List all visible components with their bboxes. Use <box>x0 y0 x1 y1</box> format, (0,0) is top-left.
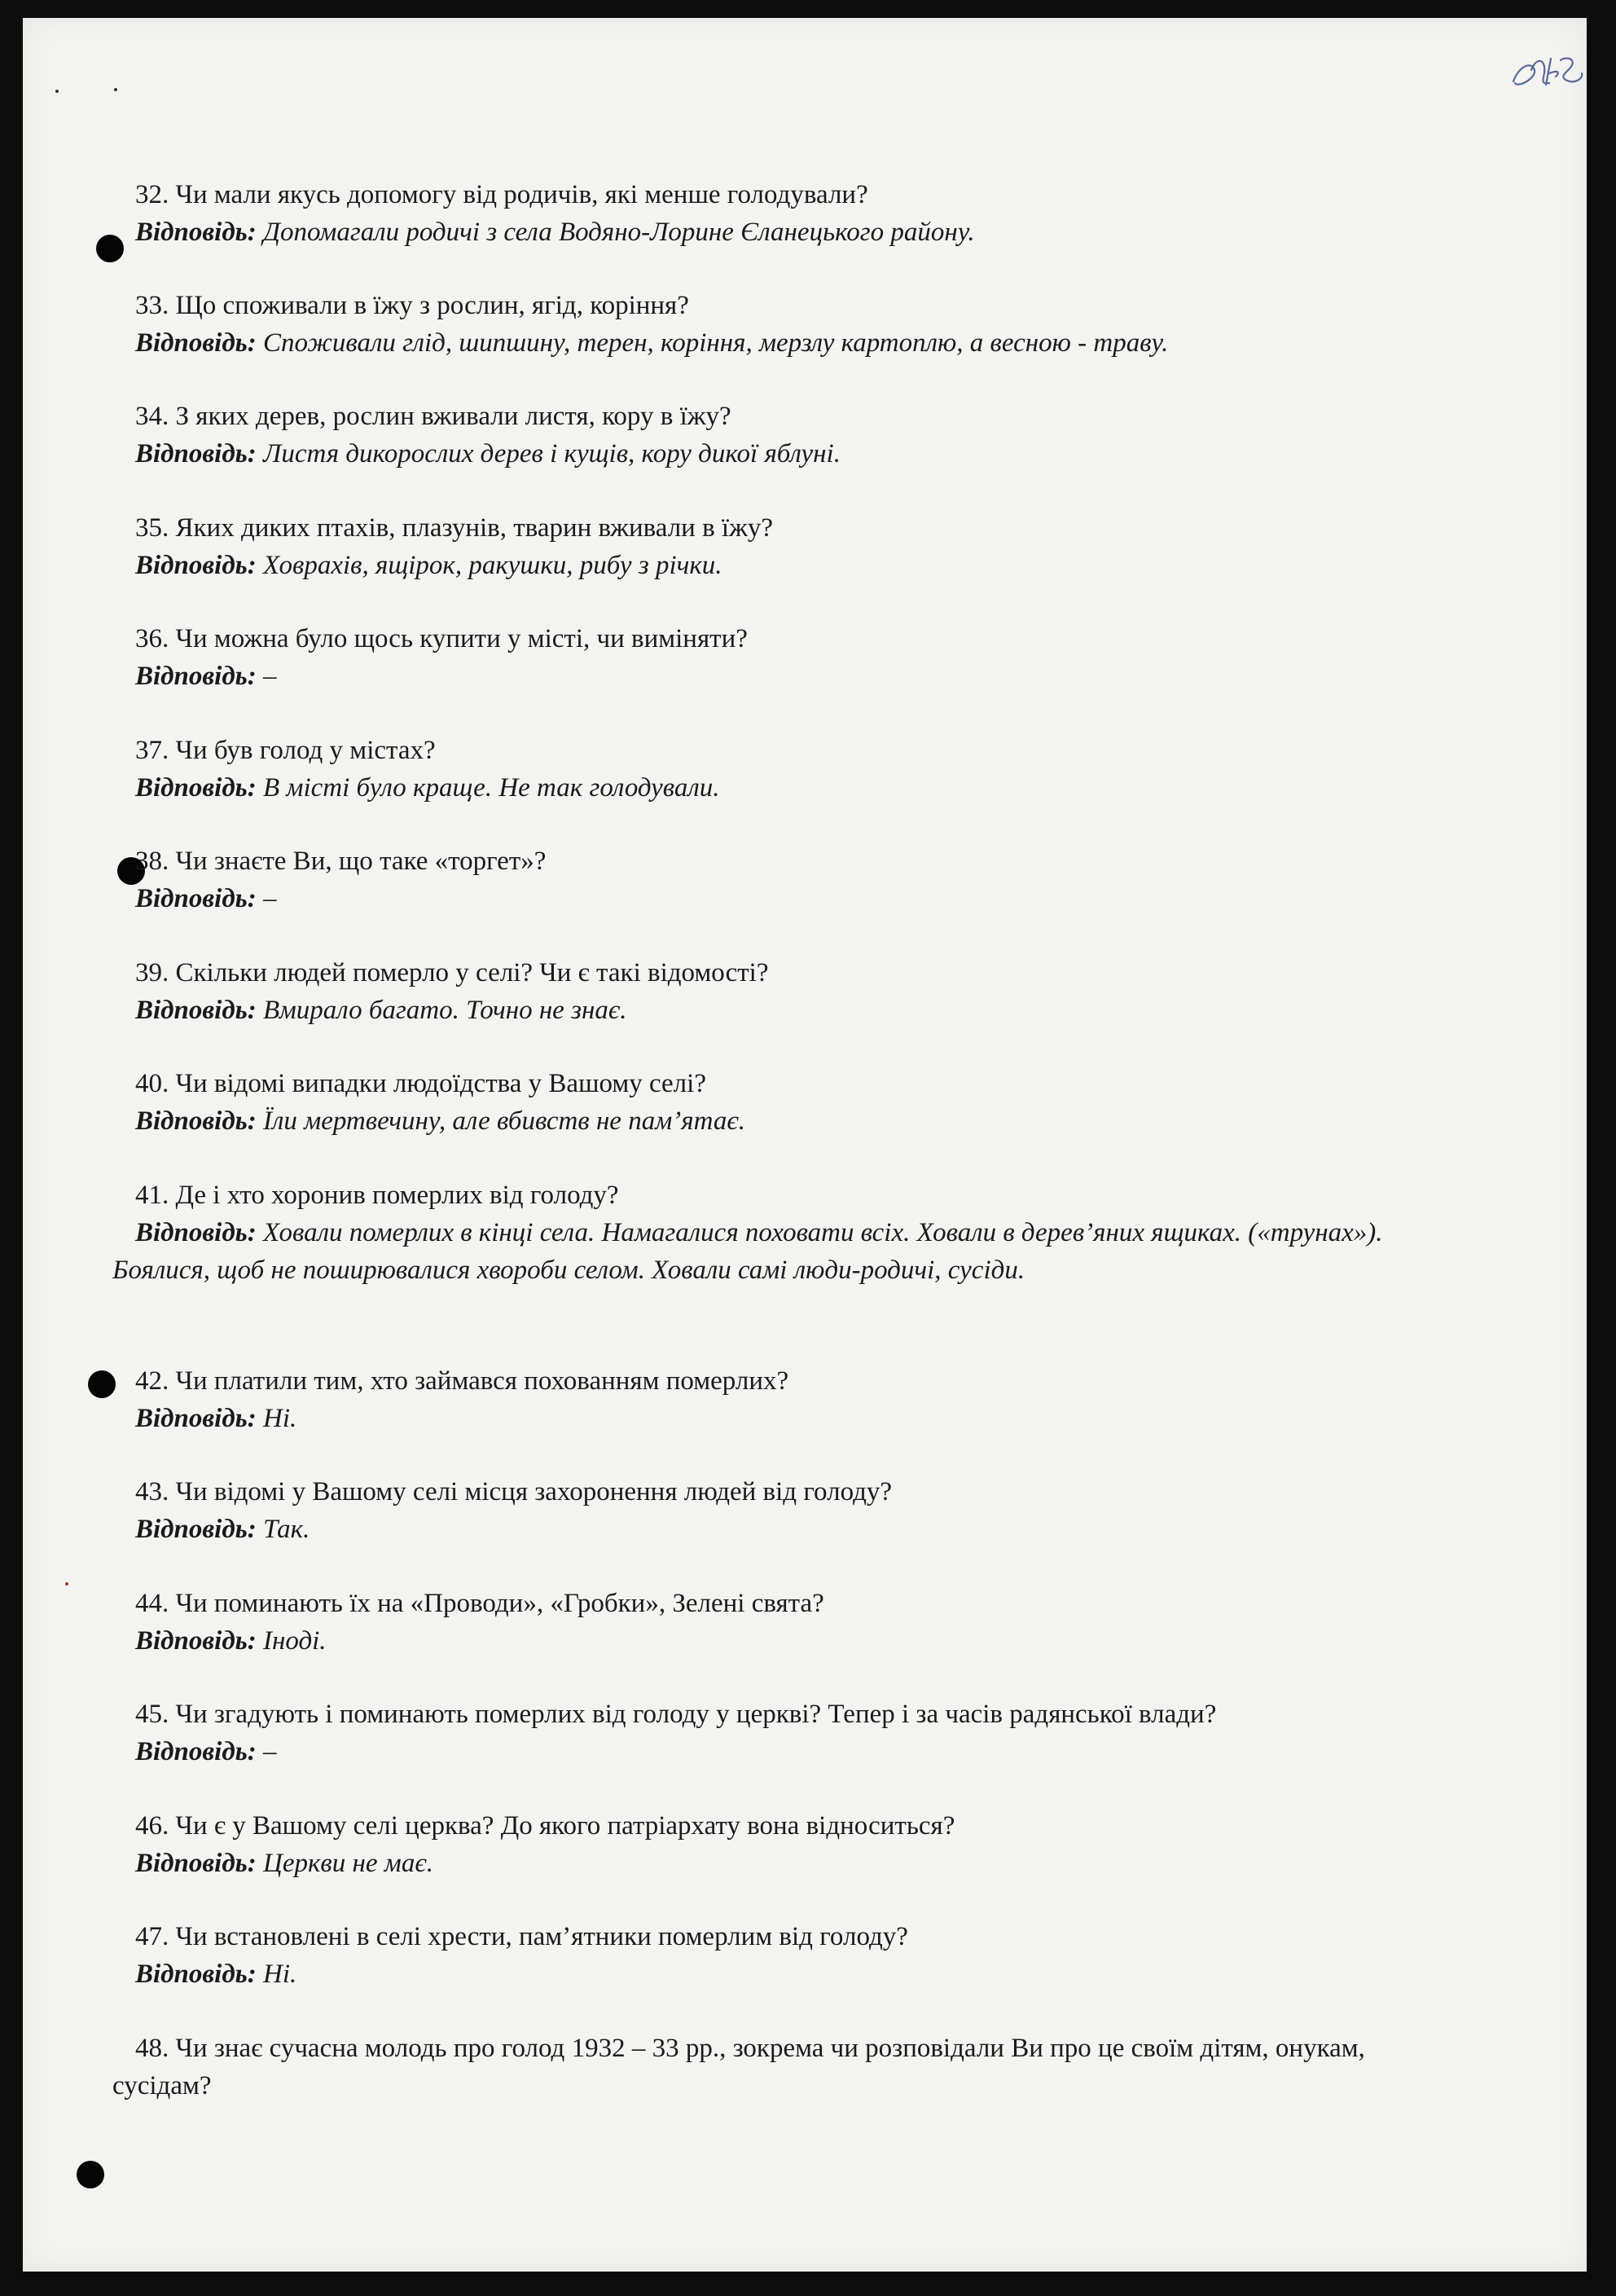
question-text: 37. Чи був голод у містах? <box>135 736 436 765</box>
question-text: 42. Чи платили тим, хто займався похованням померлих? <box>135 1366 789 1396</box>
question-text: 32. Чи мали якусь допомогу від родичів, які менше голодували? <box>135 180 868 209</box>
answer <box>135 769 1520 807</box>
answer <box>135 547 1520 584</box>
document-body <box>23 18 1587 2272</box>
qa-item-35 <box>135 509 1520 584</box>
answer <box>135 1733 1569 1770</box>
qa-item-44 <box>135 1585 1520 1660</box>
question-text: 48. Чи знає сучасна молодь про голод 1932 – 33 рр., зокрема чи розповідали Ви про це своїм дітям, онукам, сусідам? <box>112 2034 1365 2100</box>
qa-item-42 <box>135 1362 1520 1437</box>
question-text: 34. З яких дерев, рослин вживали листя, кору в їжу? <box>135 402 731 431</box>
answer-text: Іноді. <box>263 1626 327 1656</box>
answer-text: – <box>263 1737 277 1766</box>
answer-text: – <box>263 662 277 691</box>
qa-item-40 <box>135 1065 1520 1140</box>
answer <box>112 1214 1448 1289</box>
qa-item-41 <box>112 1177 1448 1289</box>
answer-label: Відповідь: <box>135 1404 257 1433</box>
answer-label: Відповідь: <box>135 328 257 358</box>
question-text: 40. Чи відомі випадки людоїдства у Вашому селі? <box>135 1069 706 1098</box>
answer-text: Ховали померлих в кінці села. Намагалися поховати всіх. Ховали в дерев’яних ящиках. («трунах»). Боялися, щоб не поширювалися хвороби селом. Ховали самі люди-родичі, сусіди. <box>112 1218 1383 1285</box>
question-text: 43. Чи відомі у Вашому селі місця захоронення людей від голоду? <box>135 1477 893 1506</box>
answer-label: Відповідь: <box>135 1626 257 1656</box>
answer-text: Їли мертвечину, але вбивств не пам’ятає. <box>263 1106 745 1136</box>
answer-text: Так. <box>263 1515 310 1544</box>
question-text: 33. Що споживали в їжу з рослин, ягід, коріння? <box>135 291 689 320</box>
answer <box>135 1622 1520 1660</box>
answer <box>135 1102 1520 1140</box>
answer-label: Відповідь: <box>135 1515 257 1544</box>
answer-text: Споживали глід, шипшину, терен, коріння, мерзлу картоплю, а весною - траву. <box>263 328 1169 358</box>
answer-text: – <box>263 884 277 913</box>
answer-label: Відповідь: <box>135 551 257 580</box>
answer-text: Вмирало багато. Точно не знає. <box>263 996 627 1025</box>
question-text: 35. Яких диких птахів, плазунів, тварин вживали в їжу? <box>135 513 774 543</box>
answer <box>135 435 1520 473</box>
answer-label: Відповідь: <box>135 773 257 803</box>
answer-label: Відповідь: <box>135 884 257 913</box>
answer-text: Листя дикорослих дерев і кущів, кору дикої яблуні. <box>263 439 841 468</box>
qa-item-38 <box>135 842 1520 917</box>
qa-item-36 <box>135 620 1520 695</box>
answer <box>135 1511 1520 1548</box>
answer-text: Ні. <box>263 1960 297 1989</box>
answer-text: Допомагали родичі з села Водяно-Лорине Єланецького району. <box>263 218 975 247</box>
question-text: 47. Чи встановлені в селі хрести, пам’ятники померлим від голоду? <box>135 1922 908 1951</box>
qa-item-34 <box>135 398 1520 473</box>
document-page <box>23 18 1587 2272</box>
answer-text: Ні. <box>263 1404 297 1433</box>
answer <box>135 880 1520 917</box>
answer-label: Відповідь: <box>135 1218 257 1247</box>
answer-text: Ховрахів, ящірок, ракушки, рибу з річки. <box>263 551 722 580</box>
question-text: 41. Де і хто хоронив померлих від голоду? <box>135 1181 619 1210</box>
answer <box>135 1955 1520 1993</box>
qa-item-48 <box>112 2030 1448 2105</box>
answer-label: Відповідь: <box>135 1849 257 1878</box>
answer-label: Відповідь: <box>135 1960 257 1989</box>
question-text: 36. Чи можна було щось купити у місті, чи виміняти? <box>135 624 748 653</box>
answer <box>135 658 1520 695</box>
answer <box>135 1400 1520 1437</box>
answer-label: Відповідь: <box>135 439 257 468</box>
answer-label: Відповідь: <box>135 996 257 1025</box>
question-text: 46. Чи є у Вашому селі церква? До якого патріархату вона відноситься? <box>135 1811 955 1841</box>
qa-item-33 <box>135 287 1520 362</box>
answer <box>135 1845 1520 1882</box>
answer <box>135 324 1520 362</box>
qa-item-45 <box>135 1696 1569 1770</box>
qa-item-47 <box>135 1918 1520 1993</box>
question-text: 45. Чи згадують і поминають померлих від голоду у церкві? Тепер і за часів радянської влади? <box>135 1700 1217 1729</box>
qa-item-37 <box>135 732 1520 807</box>
qa-item-43 <box>135 1473 1520 1548</box>
answer <box>135 213 1520 251</box>
question-text: 39. Скільки людей померло у селі? Чи є такі відомості? <box>135 958 769 987</box>
answer-text: Церкви не має. <box>263 1849 433 1878</box>
answer-label: Відповідь: <box>135 662 257 691</box>
qa-item-39 <box>135 954 1520 1029</box>
answer-label: Відповідь: <box>135 218 257 247</box>
qa-item-32 <box>135 176 1520 251</box>
answer <box>135 992 1520 1029</box>
answer-label: Відповідь: <box>135 1106 257 1136</box>
answer-text: В місті було краще. Не так голодували. <box>263 773 720 803</box>
question-text: 38. Чи знаєте Ви, що таке «торгет»? <box>135 847 547 876</box>
qa-item-46 <box>135 1807 1520 1882</box>
question-text: 44. Чи поминають їх на «Проводи», «Гробки», Зелені свята? <box>135 1589 824 1618</box>
answer-label: Відповідь: <box>135 1737 257 1766</box>
